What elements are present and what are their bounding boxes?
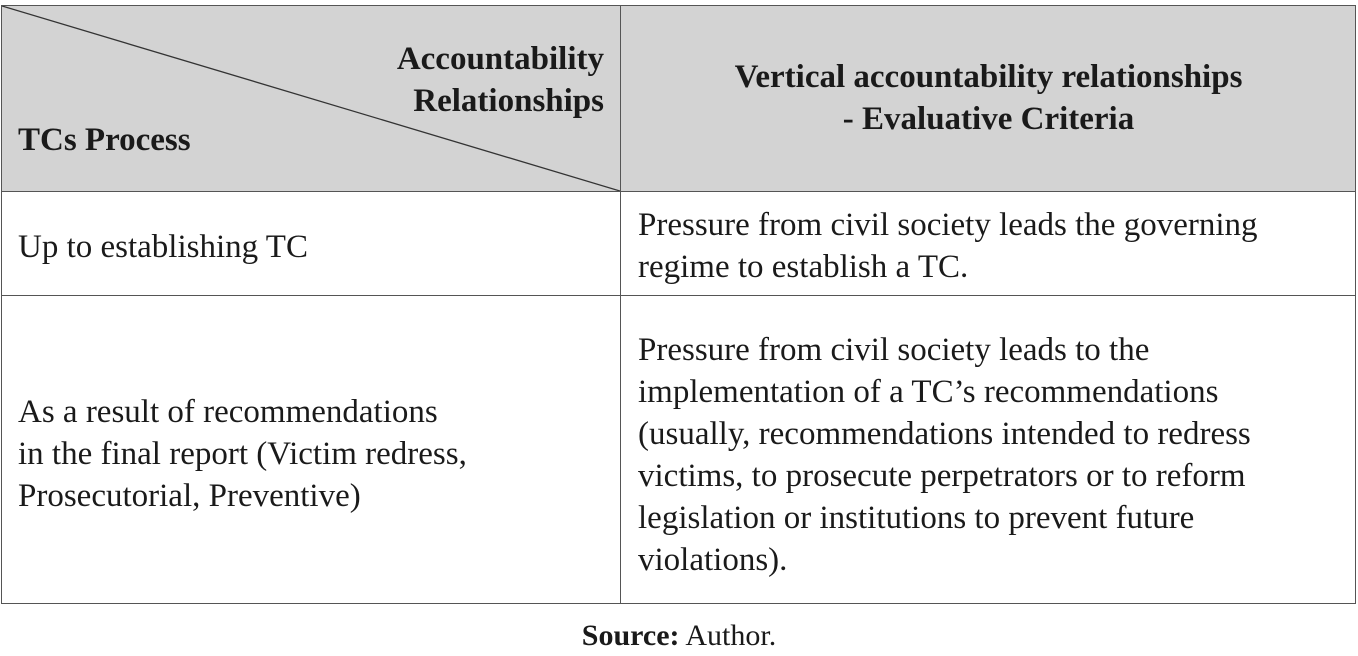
header-accountability-relationships: Accountability Relationships — [396, 41, 604, 119]
header-vertical-accountability: Vertical accountability relationships - Evaluative Criteria — [734, 59, 1243, 137]
column-divider — [620, 6, 621, 603]
source-caption — [0, 616, 1358, 656]
source-text: Author. — [679, 619, 777, 652]
row-1-process-cell: Up to establishing TC — [18, 229, 308, 265]
header-tcs-process: TCs Process — [18, 122, 191, 158]
header-bottom-border — [2, 191, 1355, 192]
row-1-criteria-cell: Pressure from civil society leads the governing regime to establish a TC. — [638, 207, 1258, 285]
row-divider — [2, 295, 1355, 296]
row-2-process-cell: As a result of recommendations in the final report (Victim redress, Prosecutorial, Preventive) — [18, 394, 467, 514]
evaluative-criteria-table — [1, 5, 1356, 604]
row-2-criteria-cell: Pressure from civil society leads to the implementation of a TC’s recommendations (usually, recommendations intended to redress victims, to prosecute perpetrators or to reform legislation or institutions to prevent future violations). — [638, 332, 1251, 578]
source-label: Source: — [581, 619, 680, 652]
